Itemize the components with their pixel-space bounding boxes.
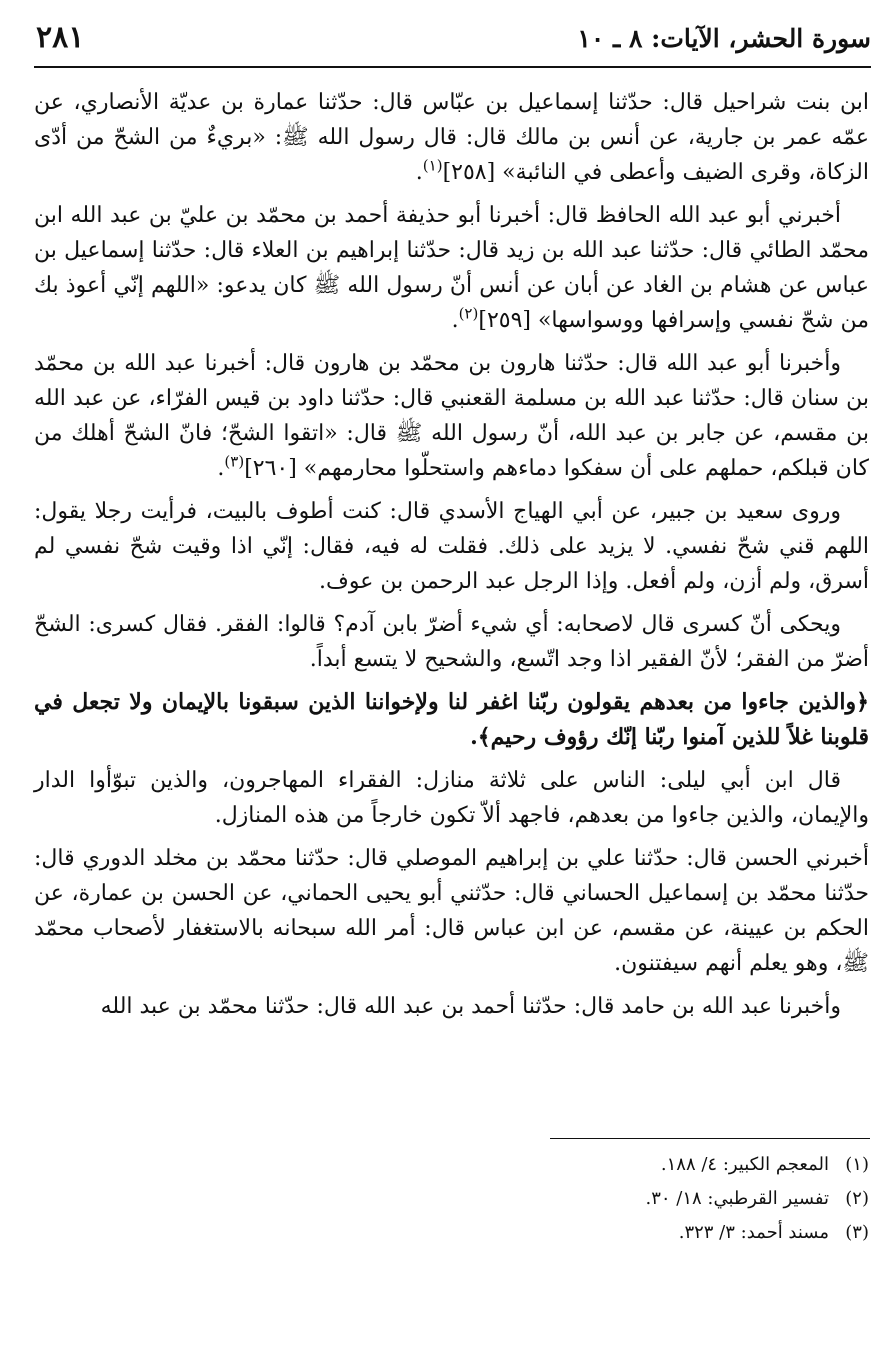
page-header: [34, 18, 871, 68]
quran-verse: [34, 685, 869, 755]
paragraph-al-hasan: [34, 841, 869, 981]
footnote-1: [400, 1148, 869, 1182]
paragraph-hadith-260: [34, 346, 869, 486]
footnote-number: (٣): [845, 1222, 869, 1243]
footnote-number: (٢): [845, 1188, 869, 1209]
paragraph-text: ابن بنت شراحيل قال: حدّثنا إسماعيل بن عبّاس قال: حدّثنا عمارة بن عديّة الأنصاري، عن عمّه عمر بن جارية، عن أنس بن مالك قال: قال رسول الله ﷺ: «بريءٌ من الشحّ من أدّى الزكاة، وقرى الضيف وأعطى في النائبة» [٢٥٨]: [34, 90, 869, 185]
footnote-text: المعجم الكبير: ٤/ ١٨٨.: [660, 1154, 829, 1175]
paragraph-tail: .: [217, 456, 225, 481]
verse-text: ﴿والذين جاءوا من بعدهم يقولون ربّنا اغفر لنا ولإخواننا الذين سبقونا بالإيمان ولا تجعل في قلوبنا غلاً للذين آمنوا ربّنا إنّك رؤوف رحيم﴾.: [34, 689, 869, 750]
paragraph-text: أخبرني الحسن قال: حدّثنا علي بن إبراهيم الموصلي قال: حدّثنا محمّد بن مخلد الدوري قال: حدّثنا محمّد بن إسماعيل الحساني قال: حدّثني أبو يحيى الحماني، عن الحسن بن عمارة، عن الحكم بن عيينة، عن مقسم، عن ابن عباس قال: أمر الله سبحانه بالاستغفار لأصحاب محمّد ﷺ، وهو يعلم أنهم سيفتنون.: [34, 846, 869, 976]
footnote-text: مسند أحمد: ٣/ ٣٢٣.: [678, 1222, 829, 1243]
page-number: ٢٨١: [36, 20, 85, 55]
paragraph-said-ibn-jubayr: [34, 494, 869, 599]
paragraph-text: أخبرني أبو عبد الله الحافظ قال: أخبرنا أبو حذيفة أحمد بن محمّد بن عليّ بن عبد الله ابن محمّد الطائي قال: حدّثنا عبد الله بن زيد قال: حدّثنا إبراهيم بن العلاء قال: حدّثنا إسماعيل بن عباس عن هشام بن الغاد عن أبان عن أنس أنّ رسول الله ﷺ كان يدعو: «اللهم إنّي أعوذ بك من شحّ نفسي وإسرافها ووسواسها» [٢٥٩]: [34, 203, 869, 333]
paragraph-kisra: [34, 607, 869, 677]
footnote-2: [400, 1182, 869, 1216]
footnotes: [400, 1148, 869, 1250]
paragraph-hadith-259: [34, 198, 869, 338]
footnote-3: [400, 1216, 869, 1250]
paragraph-tail: .: [451, 308, 459, 333]
paragraph-abdullah-ibn-hamid: [34, 989, 869, 1024]
paragraph-text: وأخبرنا عبد الله بن حامد قال: حدّثنا أحمد بن عبد الله قال: حدّثنا محمّد بن عبد الله: [100, 994, 841, 1019]
paragraph-text: قال ابن أبي ليلى: الناس على ثلاثة منازل: الفقراء المهاجرون، والذين تبوّأوا الدار والإيمان، والذين جاءوا من بعدهم، فاجهد ألاّ تكون خارجاً من هذه المنازل.: [34, 768, 869, 828]
paragraph-ibn-abi-layla: [34, 763, 869, 833]
paragraph-text: وروى سعيد بن جبير، عن أبي الهياج الأسدي قال: كنت أطوف بالبيت، فرأيت رجلا يقول: اللهم قني شحّ نفسي. لا يزيد على ذلك. فقلت له فيه، فقال: إنّي اذا وقيت شحّ نفسي لم أسرق، ولم أزن، ولم أفعل. وإذا الرجل عبد الرحمن بن عوف.: [34, 499, 869, 594]
paragraph-tail: .: [415, 160, 423, 185]
paragraph-hadith-258: [34, 85, 869, 190]
footnote-ref: (٣): [224, 452, 245, 471]
footnote-number: (١): [845, 1154, 869, 1175]
running-title: سورة الحشر، الآيات: ٨ ـ ١٠: [577, 24, 871, 53]
body-text: [34, 85, 869, 1032]
paragraph-text: ويحكى أنّ كسرى قال لاصحابه: أي شيء أضرّ بابن آدم؟ قالوا: الفقر. فقال كسرى: الشحّ أضرّ من الفقر؛ لأنّ الفقير اذا وجد اتّسع، والشحيح لا يتسع أبداً.: [34, 612, 869, 672]
footnote-ref: (٢): [458, 304, 479, 323]
footnote-text: تفسير القرطبي: ١٨/ ٣٠.: [645, 1188, 829, 1209]
footnote-ref: (١): [422, 156, 443, 175]
paragraph-text: وأخبرنا أبو عبد الله قال: حدّثنا هارون بن محمّد بن هارون قال: أخبرنا عبد الله بن محمّد بن سنان قال: حدّثنا عبد الله بن مسلمة القعنبي قال: حدّثنا داود بن قيس الفرّاء، عن عبد الله بن مقسم، عن جابر بن عبد الله، أنّ رسول الله ﷺ قال: «اتقوا الشحّ؛ فانّ الشحّ أهلك من كان قبلكم، حملهم على أن سفكوا دماءهم واستحلّوا محارمهم» [٢٦٠]: [34, 351, 869, 481]
footnote-divider: [550, 1138, 870, 1139]
